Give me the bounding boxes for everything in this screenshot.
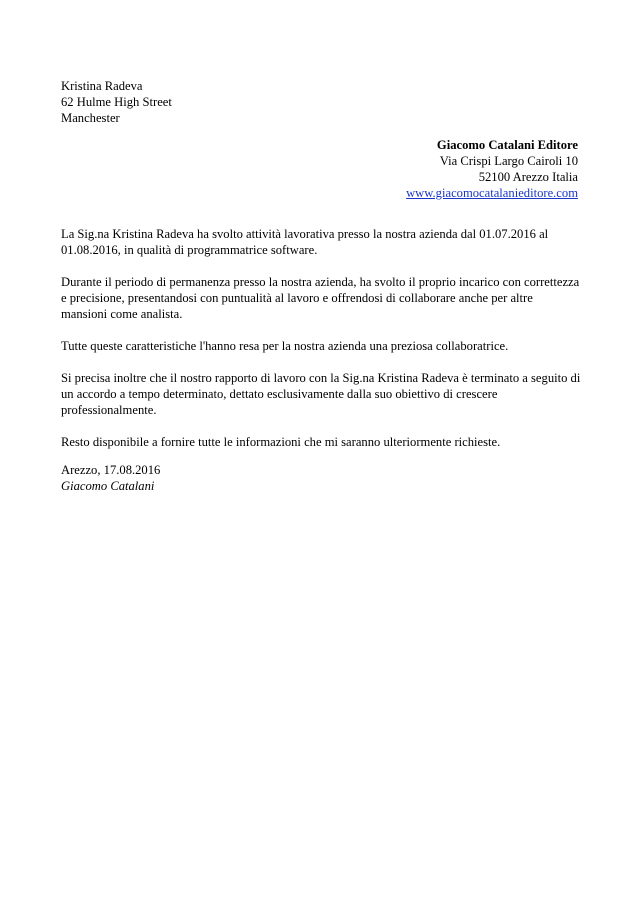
body-paragraph-2: Durante il periodo di permanenza presso la nostra azienda, ha svolto il proprio incarico con correttezza e precisione, presentandosi con puntualità al lavoro e offrendosi di collaborare anche per altre mansioni come analista.	[61, 275, 580, 321]
body-paragraph-4: Si precisa inoltre che il nostro rapporto di lavoro con la Sig.na Kristina Radeva è terminato a seguito di un accordo a tempo determinato, dettato esclusivamente dalla suo obiettivo di crescere professionalmente.	[61, 371, 581, 417]
body-paragraph-1: La Sig.na Kristina Radeva ha svolto attività lavorativa presso la nostra azienda dal 01.07.2016 al 01.08.2016, in qualità di programmatrice software.	[61, 227, 549, 257]
signature-name: Giacomo Catalani	[61, 479, 155, 493]
letter-body	[61, 226, 581, 466]
letter-closing	[61, 462, 160, 494]
sender-city: Manchester	[61, 111, 120, 125]
recipient-street: Via Crispi Largo Cairoli 10	[439, 154, 578, 168]
recipient-address	[406, 137, 578, 201]
body-paragraph-3: Tutte queste caratteristiche l'hanno resa per la nostra azienda una preziosa collaboratrice.	[61, 339, 509, 353]
recipient-city: 52100 Arezzo Italia	[478, 170, 578, 184]
sender-name: Kristina Radeva	[61, 79, 143, 93]
body-paragraph-5: Resto disponibile a fornire tutte le informazioni che mi saranno ulteriormente richieste.	[61, 435, 501, 449]
sender-street: 62 Hulme High Street	[61, 95, 172, 109]
sender-address	[61, 78, 172, 126]
recipient-website-link[interactable]: www.giacomocatalanieditore.com	[406, 186, 578, 200]
recipient-company: Giacomo Catalani Editore	[436, 138, 578, 152]
place-date: Arezzo, 17.08.2016	[61, 463, 161, 477]
